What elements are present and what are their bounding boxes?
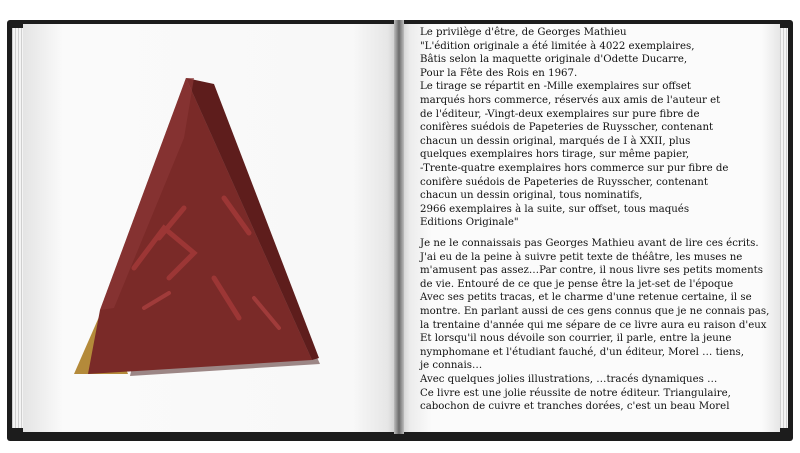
quote-line: de l'éditeur, -Vingt-deux exemplaires sur pure fibre de bbox=[420, 108, 700, 120]
quote-line: 2966 exemplaires à la suite, sur offset, tous maqués bbox=[420, 203, 690, 215]
quote-line: "L'édition originale a été limitée à 4022 exemplaires, bbox=[420, 40, 695, 52]
quote-line: Le tirage se répartit en -Mille exemplaires sur offset bbox=[420, 81, 691, 93]
review-line: J'ai eu de la peine à suivre petit texte de théâtre, les muses ne bbox=[420, 251, 743, 263]
quote-line: Pour la Fête des Rois en 1967. bbox=[420, 67, 578, 79]
quote-line: -Trente-quatre exemplaires hors commerce sur pur fibre de bbox=[420, 162, 729, 174]
quote-line: marqués hors commerce, réservés aux amis de l'auteur et bbox=[420, 94, 721, 106]
review-line: Avec quelques jolies illustrations, …tracés dynamiques … bbox=[420, 373, 718, 385]
review-line: m'amusent pas assez…Par contre, il nous livre ses petits moments bbox=[420, 265, 763, 277]
quote-line: Le privilège d'être, de Georges Mathieu bbox=[420, 27, 627, 38]
review-line: Je ne le connaissais pas Georges Mathieu avant de lire ces écrits. bbox=[420, 238, 759, 249]
quote-line: quelques exemplaires hors tirage, sur même papier, bbox=[420, 149, 690, 161]
review-line: cabochon de cuivre et tranches dorées, c'est un beau Morel bbox=[420, 401, 730, 413]
review-line: Et lorsqu'il nous dévoile son courrier, il parle, entre la jeune bbox=[420, 333, 732, 345]
quote-line: Bâtis selon la maquette originale d'Odette Ducarre, bbox=[420, 54, 688, 66]
quote-line: Editions Originale" bbox=[420, 217, 519, 229]
page-edges-right bbox=[780, 28, 788, 428]
quote-line: chacun un dessin original, marqués de I à XXII, plus bbox=[420, 135, 691, 147]
review-line: montre. En parlant aussi de ces gens connus que je ne connais pas, bbox=[420, 305, 770, 317]
review-line: de vie. Entouré de ce que je pense être la jet-set de l'époque bbox=[420, 278, 734, 290]
review-line: nymphomane et l'étudiant fauché, d'un éditeur, Morel … tiens, bbox=[420, 346, 744, 358]
triangular-book-image bbox=[74, 78, 324, 378]
review-line: je connais… bbox=[420, 360, 483, 372]
quote-line: chacun un dessin original, tous nominatifs, bbox=[420, 190, 643, 202]
review-paragraph bbox=[420, 237, 780, 414]
review-line: la trentaine d'année qui me sépare de ce livre aura eu raison d'eux bbox=[420, 319, 767, 331]
quote-line: conifère suédois de Papeteries de Ruysscher, contenant bbox=[420, 176, 708, 188]
review-line: Ce livre est une jolie réussite de notre éditeur. Triangulaire, bbox=[420, 387, 731, 399]
review-line: Avec ses petits tracas, et le charme d'une retenue certaine, il se bbox=[420, 292, 752, 304]
quote-line: conifères suédois de Papeteries de Ruysscher, contenant bbox=[420, 122, 714, 134]
edition-quote bbox=[420, 26, 765, 230]
book-spine bbox=[394, 20, 404, 434]
